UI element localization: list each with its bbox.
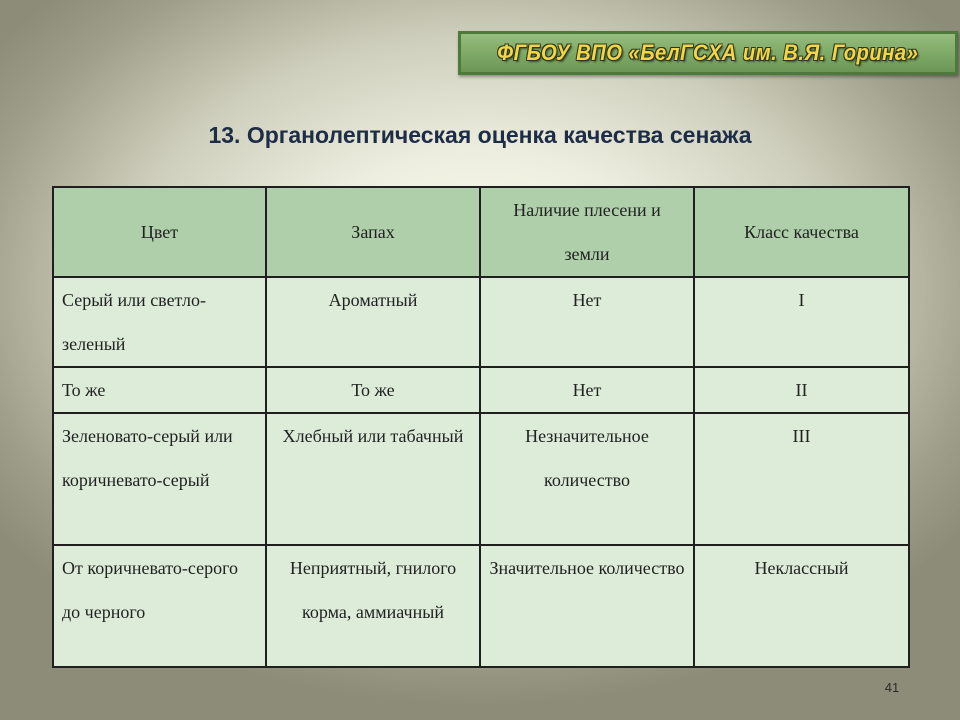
cell-mold-soil: Незначительное количество xyxy=(480,413,694,545)
cell-quality-class: III xyxy=(694,413,909,545)
table-header-row xyxy=(53,187,909,277)
table-body xyxy=(53,277,909,667)
slide-title: 13. Органолептическая оценка качества сенажа xyxy=(208,122,752,148)
cell-smell: Хлебный или табачный xyxy=(266,413,480,545)
cell-color: То же xyxy=(53,367,266,413)
cell-quality-class: I xyxy=(694,277,909,367)
cell-mold-soil: Значительное количество xyxy=(480,545,694,667)
quality-table xyxy=(52,186,910,668)
cell-smell: Неприятный, гнилого корма, аммиачный xyxy=(266,545,480,667)
header-quality-class: Класс качества xyxy=(694,187,909,277)
cell-color: Серый или светло-зеленый xyxy=(53,277,266,367)
header-color: Цвет xyxy=(53,187,266,277)
cell-smell: То же xyxy=(266,367,480,413)
table-row xyxy=(53,413,909,545)
table-header xyxy=(53,187,909,277)
table-row xyxy=(53,277,909,367)
cell-color: От коричневато-серого до черного xyxy=(53,545,266,667)
header-smell: Запах xyxy=(266,187,480,277)
table-row xyxy=(53,367,909,413)
cell-smell: Ароматный xyxy=(266,277,480,367)
cell-quality-class: Неклассный xyxy=(694,545,909,667)
institution-banner xyxy=(458,31,958,75)
cell-mold-soil: Нет xyxy=(480,277,694,367)
cell-mold-soil: Нет xyxy=(480,367,694,413)
page-number: 41 xyxy=(884,680,900,695)
header-mold-soil: Наличие плесени и земли xyxy=(480,187,694,277)
cell-color: Зеленовато-серый или коричневато-серый xyxy=(53,413,266,545)
cell-quality-class: II xyxy=(694,367,909,413)
institution-banner-text: ФГБОУ ВПО «БелГСХА им. В.Я. Горина» xyxy=(497,40,919,65)
table-row xyxy=(53,545,909,667)
